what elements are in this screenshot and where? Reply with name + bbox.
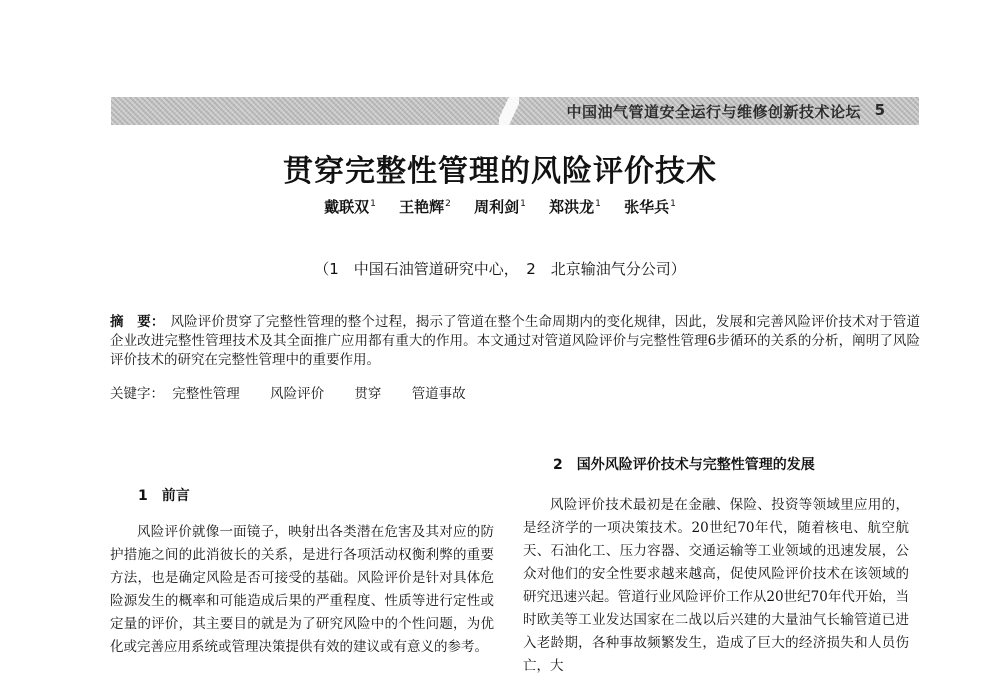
author: 王艳辉$^2$ [399,198,451,216]
running-header-band [111,97,919,125]
author: 戴联双$^1$ [324,198,376,216]
author: 周利剑$^1$ [474,198,526,216]
keywords [110,385,492,404]
keywords-label: 关键字： [110,386,164,402]
affiliations: （1 中国石油管道研究中心， 2 北京输油气分公司） [314,260,686,278]
author-list [0,196,1000,217]
abstract-label: 摘 要： [110,314,165,330]
author: 张华兵$^1$ [624,198,676,216]
author: 郑洪龙$^1$ [549,198,601,216]
paper-title: 贯穿完整性管理的风险评价技术 [283,154,717,189]
keyword: 风险评价 [270,386,325,402]
left-column [110,486,494,659]
keyword: 完整性管理 [172,386,240,402]
right-column [523,455,909,678]
keyword: 贯穿 [354,386,382,402]
body-paragraph: 风险评价技术最初是在金融、保险、投资等领域里应用的，是经济学的一项决策技术。20世纪70年代，随着核电、航空航天、石油化工、压力容器、交通运输等工业领域的迅速发展，公众对他们的安全性要求越来越高，促使风险评价技术在该领域的研究迅速兴起。管道行业风险评价工作从20世纪70年代开始，当时欧美等工业发达国家在二战以后兴建的大量油气长输管道已进入老龄期，各种事故频繁发生，造成了巨大的经济损失和人员伤亡，大 [523,497,909,674]
section-heading: 1 前言 [138,488,190,504]
running-title: 中国油气管道安全运行与维修创新技术论坛 [566,103,861,121]
section-heading: 2 国外风险评价技术与完整性管理的发展 [553,457,815,473]
header-band-divider [499,97,519,125]
page-number: 5 [874,101,885,119]
keyword: 管道事故 [411,386,466,402]
body-paragraph: 风险评价就像一面镜子，映射出各类潜在危害及其对应的防护措施之间的此消彼长的关系，是进行各项活动权衡利弊的重要方法，也是确定风险是否可接受的基础。风险评价是针对具体危险源发生的概率和可能造成后果的严重程度、性质等进行定性或定量的评价，其主要目的就是为了研究风险中的个性问题，为优化或完善应用系统或管理决策提供有效的建议或有意义的参考。 [110,524,494,655]
abstract [110,313,920,370]
abstract-text: 风险评价贯穿了完整性管理的整个过程，揭示了管道在整个生命周期内的变化规律，因此，发展和完善风险评价技术对于管道企业改进完整性管理技术及其全面推广应用都有重大的作用。本文通过对管道风险评价与完整性管理6步循环的关系的分析，阐明了风险评价技术的研究在完整性管理中的重要作用。 [110,314,921,368]
